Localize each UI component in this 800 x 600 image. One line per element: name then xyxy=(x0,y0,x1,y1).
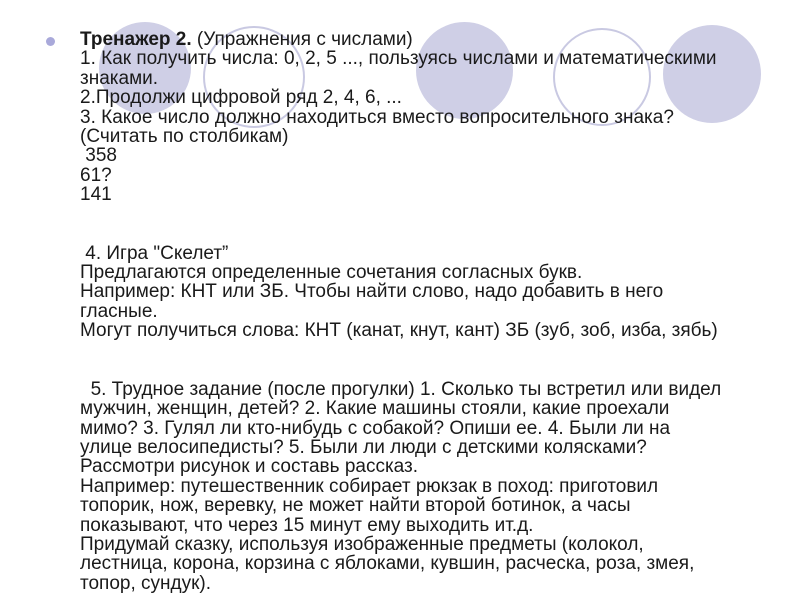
slide-text-block xyxy=(80,30,780,593)
text-line: Рассмотри рисунок и составь рассказ. xyxy=(80,456,419,478)
number-column-row: 61? xyxy=(80,164,112,186)
text-line: топорик, нож, веревку, не может найти второй ботинок, а часы xyxy=(80,495,631,517)
text-line: топор, сундук). xyxy=(80,572,212,594)
text-line: Придумай сказку, используя изображенные предметы (колокол, xyxy=(80,533,644,555)
text-line: 3. Какое число должно находиться вместо вопросительного знака? xyxy=(80,106,674,128)
text-line: 1. Как получить числа: 0, 2, 5 ..., пользуясь числами и математическими xyxy=(80,48,717,70)
text-line: 2.Продолжи цифровой ряд 2, 4, 6, ... xyxy=(80,87,402,109)
trainer-title-bold: Тренажер 2. xyxy=(80,29,192,50)
text-line: гласные. xyxy=(80,300,158,322)
number-column-row: 358 xyxy=(80,145,117,167)
text-line: Предлагаются определенные сочетания согласных букв. xyxy=(80,262,583,284)
section-difficult-task xyxy=(80,380,780,593)
number-column-row: 141 xyxy=(80,184,112,206)
text-line: 4. Игра "Скелет” xyxy=(80,242,229,264)
text-line: показывают, что через 15 минут ему выходить ит.д. xyxy=(80,514,534,536)
text-line: Например: путешественник собирает рюкзак в поход: приготовил xyxy=(80,475,659,497)
text-line: (Считать по столбикам) xyxy=(80,126,289,148)
text-line: мужчин, женщин, детей? 2. Какие машины стояли, какие проехали xyxy=(80,398,670,420)
trainer-title-line xyxy=(80,30,780,49)
bullet-icon xyxy=(46,37,55,46)
text-line: мимо? 3. Гулял ли кто-нибудь с собакой? Опиши ее. 4. Были ли на xyxy=(80,417,671,439)
text-line: лестница, корона, корзина с яблоками, кувшин, расческа, роза, змея, xyxy=(80,553,695,575)
text-line: Могут получиться слова: КНТ (канат, кнут, кант) ЗБ (зуб, зоб, изба, зябь) xyxy=(80,320,718,342)
text-line: улице велосипедисты? 5. Были ли люди с детскими колясками? xyxy=(80,436,647,458)
text-line: 5. Трудное задание (после прогулки) 1. Сколько ты встретил или видел xyxy=(80,378,722,400)
section-skeleton-game xyxy=(80,244,780,341)
trainer-title-rest: (Упражнения с числами) xyxy=(191,29,413,50)
text-line: знаками. xyxy=(80,67,159,89)
text-line: Например: КНТ или ЗБ. Чтобы найти слово, надо добавить в него xyxy=(80,281,664,303)
